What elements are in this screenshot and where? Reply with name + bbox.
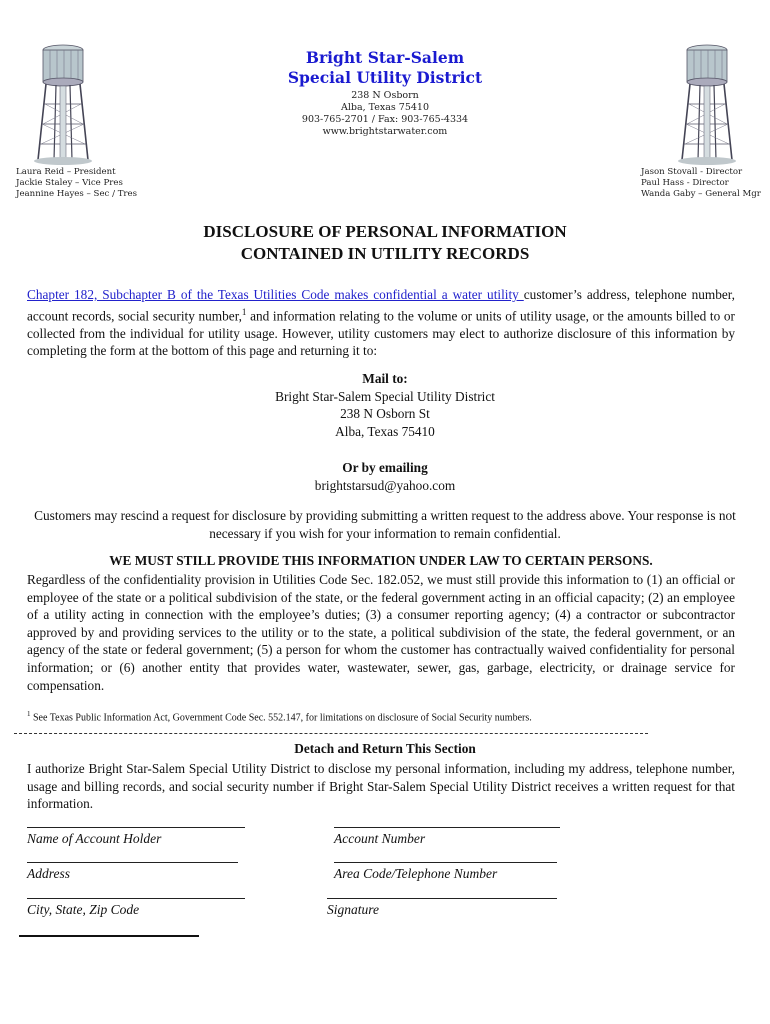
org-website: www.brightstarwater.com bbox=[322, 126, 448, 137]
account-number-line[interactable] bbox=[334, 827, 560, 828]
signature-line[interactable] bbox=[327, 898, 557, 899]
city-state-zip-line[interactable] bbox=[27, 898, 245, 899]
rescind-paragraph: Customers may rescind a request for disclosure by providing submitting a written request to the address above. Your response is not necessary if you wish for your information to remain confidential. bbox=[34, 508, 736, 541]
title-line1: DISCLOSURE OF PERSONAL INFORMATION bbox=[203, 222, 567, 241]
footnote-ref: 1 bbox=[241, 306, 247, 317]
account-field-label: Account Number bbox=[334, 831, 426, 846]
water-tower-logo-left bbox=[32, 42, 94, 167]
title-line2: CONTAINED IN UTILITY RECORDS bbox=[240, 244, 530, 263]
city-field-label: City, State, Zip Code bbox=[27, 902, 140, 917]
org-name-line2: Special Utility District bbox=[287, 68, 483, 87]
org-address: 238 N Osborn bbox=[351, 90, 419, 101]
officer-secretary: Jeannine Hayes – Sec / Tres bbox=[16, 189, 138, 199]
officers-right bbox=[641, 167, 761, 200]
detach-cut-line bbox=[14, 733, 648, 734]
mail-heading: Mail to: bbox=[362, 371, 408, 386]
org-city: Alba, Texas 75410 bbox=[340, 102, 430, 113]
bottom-rule bbox=[19, 935, 199, 937]
officer-director-1: Jason Stovall - Director bbox=[641, 167, 743, 177]
phone-field-label: Area Code/Telephone Number bbox=[334, 866, 498, 881]
address-line[interactable] bbox=[27, 862, 238, 863]
statute-link[interactable]: Chapter 182, Subchapter B of the Texas Utilities Code makes confidential a water utility bbox=[27, 287, 524, 302]
document-title bbox=[85, 221, 685, 265]
detach-heading: Detach and Return This Section bbox=[294, 741, 476, 756]
intro-text-b: and information relating to the volume or units of utility usage, or the amounts billed to or collected from the individual for utility usage. However, utility customers may elect to authorize disclosure of this information by completing the form at the bottom of this page and returning it to: bbox=[27, 308, 735, 359]
phone-line[interactable] bbox=[334, 862, 557, 863]
must-provide-body: Regardless of the confidentiality provision in Utilities Code Sec. 182.052, we must still provide this information to (1) an official or employee of the state or a political subdivision of the state, or the federal government acting in an official capacity; (2) an employee of a utility acting in connection with the employee’s duties; (3) a consumer reporting agency; (4) a contractor or subcontractor approved by and providing services to the utility or to the state, a political subdivision of the state, the federal government, or an agency of the state or federal government; (5) a person for whom the customer has contractually waived confidentiality for personal information; or (6) another entity that provides water, wastewater, sewer, gas, garbage, electricity, or drainage service for compensation. bbox=[27, 572, 735, 693]
officers-left bbox=[16, 167, 137, 200]
mail-line3: Alba, Texas 75410 bbox=[335, 423, 435, 439]
footnote bbox=[27, 708, 735, 724]
water-tower-logo-right bbox=[676, 42, 738, 167]
must-provide-heading: WE MUST STILL PROVIDE THIS INFORMATION UNDER LAW TO CERTAIN PERSONS. bbox=[109, 553, 653, 568]
mail-line2: 238 N Osborn St bbox=[340, 406, 430, 422]
letterhead bbox=[185, 48, 585, 138]
email-heading: Or by emailing bbox=[342, 460, 428, 475]
mail-block bbox=[85, 370, 685, 440]
email-block bbox=[85, 459, 685, 494]
email-address: brightstarsud@yahoo.com bbox=[314, 477, 456, 493]
officer-vice-president: Jackie Staley – Vice Pres bbox=[16, 178, 123, 188]
name-signature-line[interactable] bbox=[27, 827, 245, 828]
footnote-mark: 1 bbox=[27, 710, 31, 718]
mail-line1: Bright Star-Salem Special Utility District bbox=[275, 388, 495, 404]
signature-field-label: Signature bbox=[327, 902, 379, 917]
address-field-label: Address bbox=[27, 866, 70, 881]
org-name-line1: Bright Star-Salem bbox=[305, 48, 465, 67]
officer-president: Laura Reid – President bbox=[16, 167, 116, 177]
authorization-text: I authorize Bright Star-Salem Special Utility District to disclose my personal information, including my address, telephone number, usage and billing records, and social security number if Bright Star-Salem Special Utility District receives a written request for that information. bbox=[27, 761, 735, 812]
name-field-label: Name of Account Holder bbox=[27, 831, 162, 846]
officer-director-2: Paul Hass - Director bbox=[641, 178, 729, 188]
officer-general-manager: Wanda Gaby – General Mgr bbox=[641, 189, 761, 199]
org-phone-fax: 903-765-2701 / Fax: 903-765-4334 bbox=[301, 114, 469, 125]
intro-text-a: customer’s address, telephone number, account records, social security number, bbox=[27, 287, 736, 324]
footnote-text: See Texas Public Information Act, Government Code Sec. 552.147, for limitations on disclosure of Social Security numbers. bbox=[30, 712, 532, 724]
intro-paragraph bbox=[27, 286, 735, 360]
